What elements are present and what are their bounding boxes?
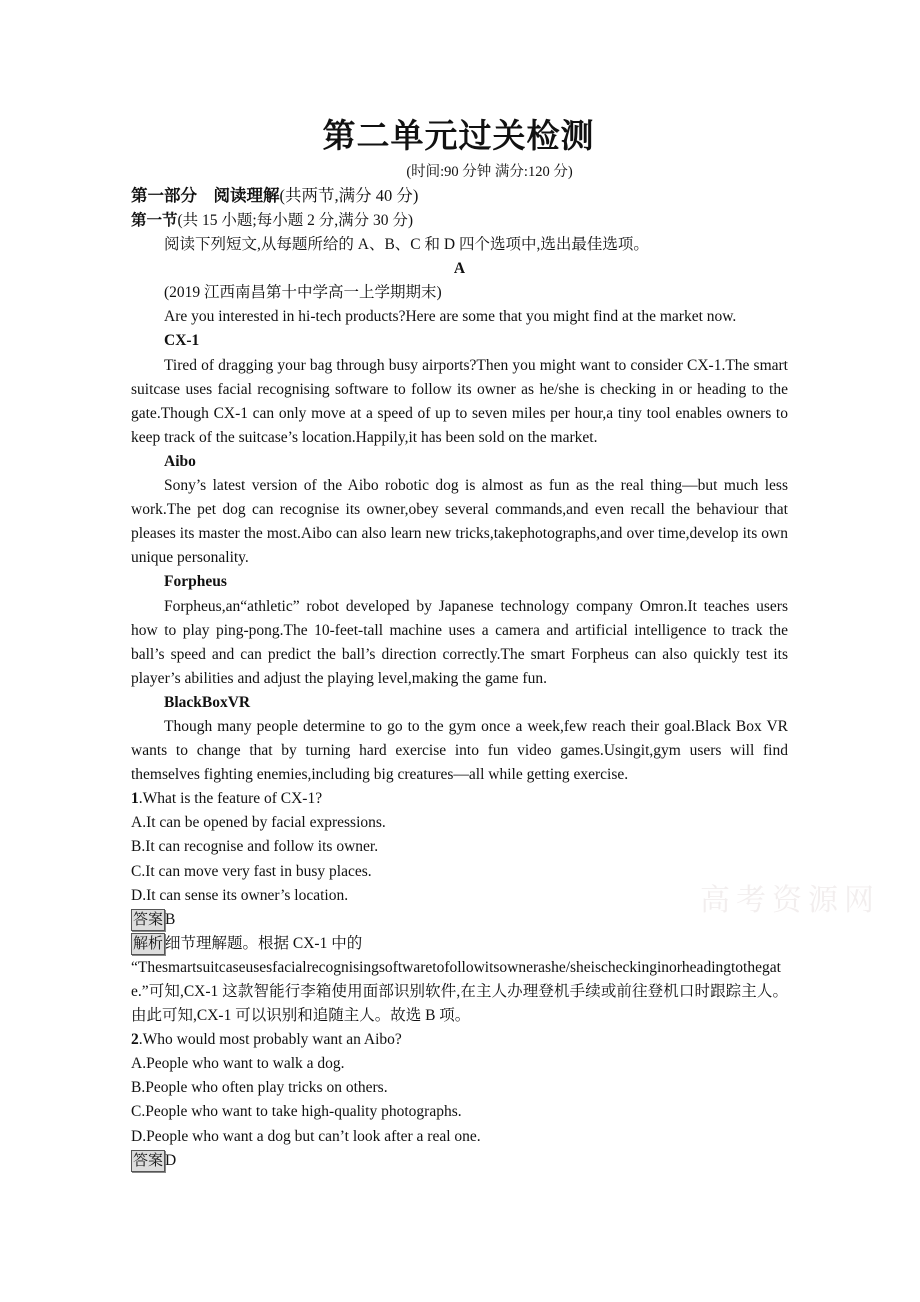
product-text: Sony’s latest version of the Aibo robotic dog is almost as fun as the real thing—but much less work.The pet dog can recognise its owner,obey several commands,and even recall the behaviour that pleases its master the most.Aibo can also learn new tricks,takephotographs,and over time,develop its own unique personality. (131, 477, 788, 567)
section-label: 第一节 (131, 211, 178, 229)
document-page (131, 112, 788, 1173)
section-note: (共 15 小题;每小题 2 分,满分 30 分) (177, 212, 414, 229)
answer-tag: 答案 (131, 909, 165, 931)
option-c: C.People who want to take high-quality photographs. (131, 1103, 462, 1121)
part-heading (131, 184, 788, 208)
analysis-rest: 可知,CX-1 这款智能行李箱使用面部识别软件,在主人办理登机手续或前往登机口时跟踪主人。由此可知,CX-1 可以识别和追随主人。故选 B 项。 (131, 983, 788, 1025)
option-c: C.It can move very fast in busy places. (131, 862, 372, 880)
option-b: B.It can recognise and follow its owner. (131, 838, 379, 856)
product-text: Tired of dragging your bag through busy airports?Then you might want to consider CX-1.The smart suitcase uses facial recognising software to follow its owner as he/she is checking in or heading to the gate.Though CX-1 can only move at a speed of up to seven miles per hour,a tiny tool enables owners to keep track of the suitcase’s location.Happily,it has been sold on the market. (131, 356, 788, 446)
part-label: 第一部分 阅读理解 (131, 186, 280, 205)
analysis-tag: 解析 (131, 933, 165, 955)
section-heading (131, 208, 788, 233)
analysis-line (131, 932, 788, 956)
product-text: Forpheus,an“athletic” robot developed by Japanese technology company Omron.It teaches users how to play ping-pong.The 10-feet-tall machine uses a camera and artificial intelligence to track the ball’s speed and can predict the ball’s direction correctly.The smart Forpheus can also quickly test its player’s abilities and adjust the playing level,making the game fun. (131, 597, 788, 687)
option-d: D.It can sense its owner’s location. (131, 886, 349, 904)
question-stem (131, 1028, 788, 1052)
answer-line (131, 908, 788, 932)
product-text: Though many people determine to go to the gym once a week,few reach their goal.Black Box VR wants to change that by turning hard exercise into fun video games.Usingit,gym users will find themselves fighting enemies,including big creatures—all while getting exercise. (131, 717, 788, 784)
question-number: 2 (131, 1031, 139, 1049)
question-text: .What is the feature of CX-1? (138, 790, 323, 808)
exam-info: (时间:90 分钟 满分:120 分) (406, 164, 573, 180)
option-a: A.People who want to walk a dog. (131, 1055, 345, 1073)
question-text: .Who would most probably want an Aibo? (138, 1031, 402, 1049)
intro: Are you interested in hi-tech products?Here are some that you might find at the market now. (164, 308, 737, 326)
analysis-body (131, 956, 788, 1028)
answer-value: B (165, 910, 176, 928)
product-heading: Aibo (164, 452, 196, 470)
part-note: (共两节,满分 40 分) (279, 186, 419, 205)
passage-label: A (453, 260, 466, 278)
option-d: D.People who want a dog but can’t look after a real one. (131, 1127, 481, 1145)
source: (2019 江西南昌第十中学高一上学期期末) (164, 284, 442, 302)
option-a: A.It can be opened by facial expressions. (131, 814, 386, 832)
option-b: B.People who often play tricks on others. (131, 1079, 388, 1097)
answer-line (131, 1149, 788, 1173)
analysis-lead: 细节理解题。根据 CX-1 中的 (165, 934, 363, 952)
page-title: 第二单元过关检测 (322, 116, 595, 155)
watermark: 高考资源网 (700, 883, 880, 918)
question-stem (131, 787, 788, 811)
product-heading: BlackBoxVR (164, 693, 251, 711)
answer-tag: 答案 (131, 1150, 165, 1172)
answer-value: D (165, 1151, 177, 1169)
instruction: 阅读下列短文,从每题所给的 A、B、C 和 D 四个选项中,选出最佳选项。 (164, 236, 649, 254)
product-heading: CX-1 (164, 332, 200, 350)
product-heading: Forpheus (164, 573, 227, 591)
analysis-quote: “Thesmartsuitcaseusesfacialrecognisingsoftwaretofollowitsownerashe/sheischeckinginorheadingtothegate.” (131, 958, 781, 1000)
question-number: 1 (131, 790, 139, 808)
